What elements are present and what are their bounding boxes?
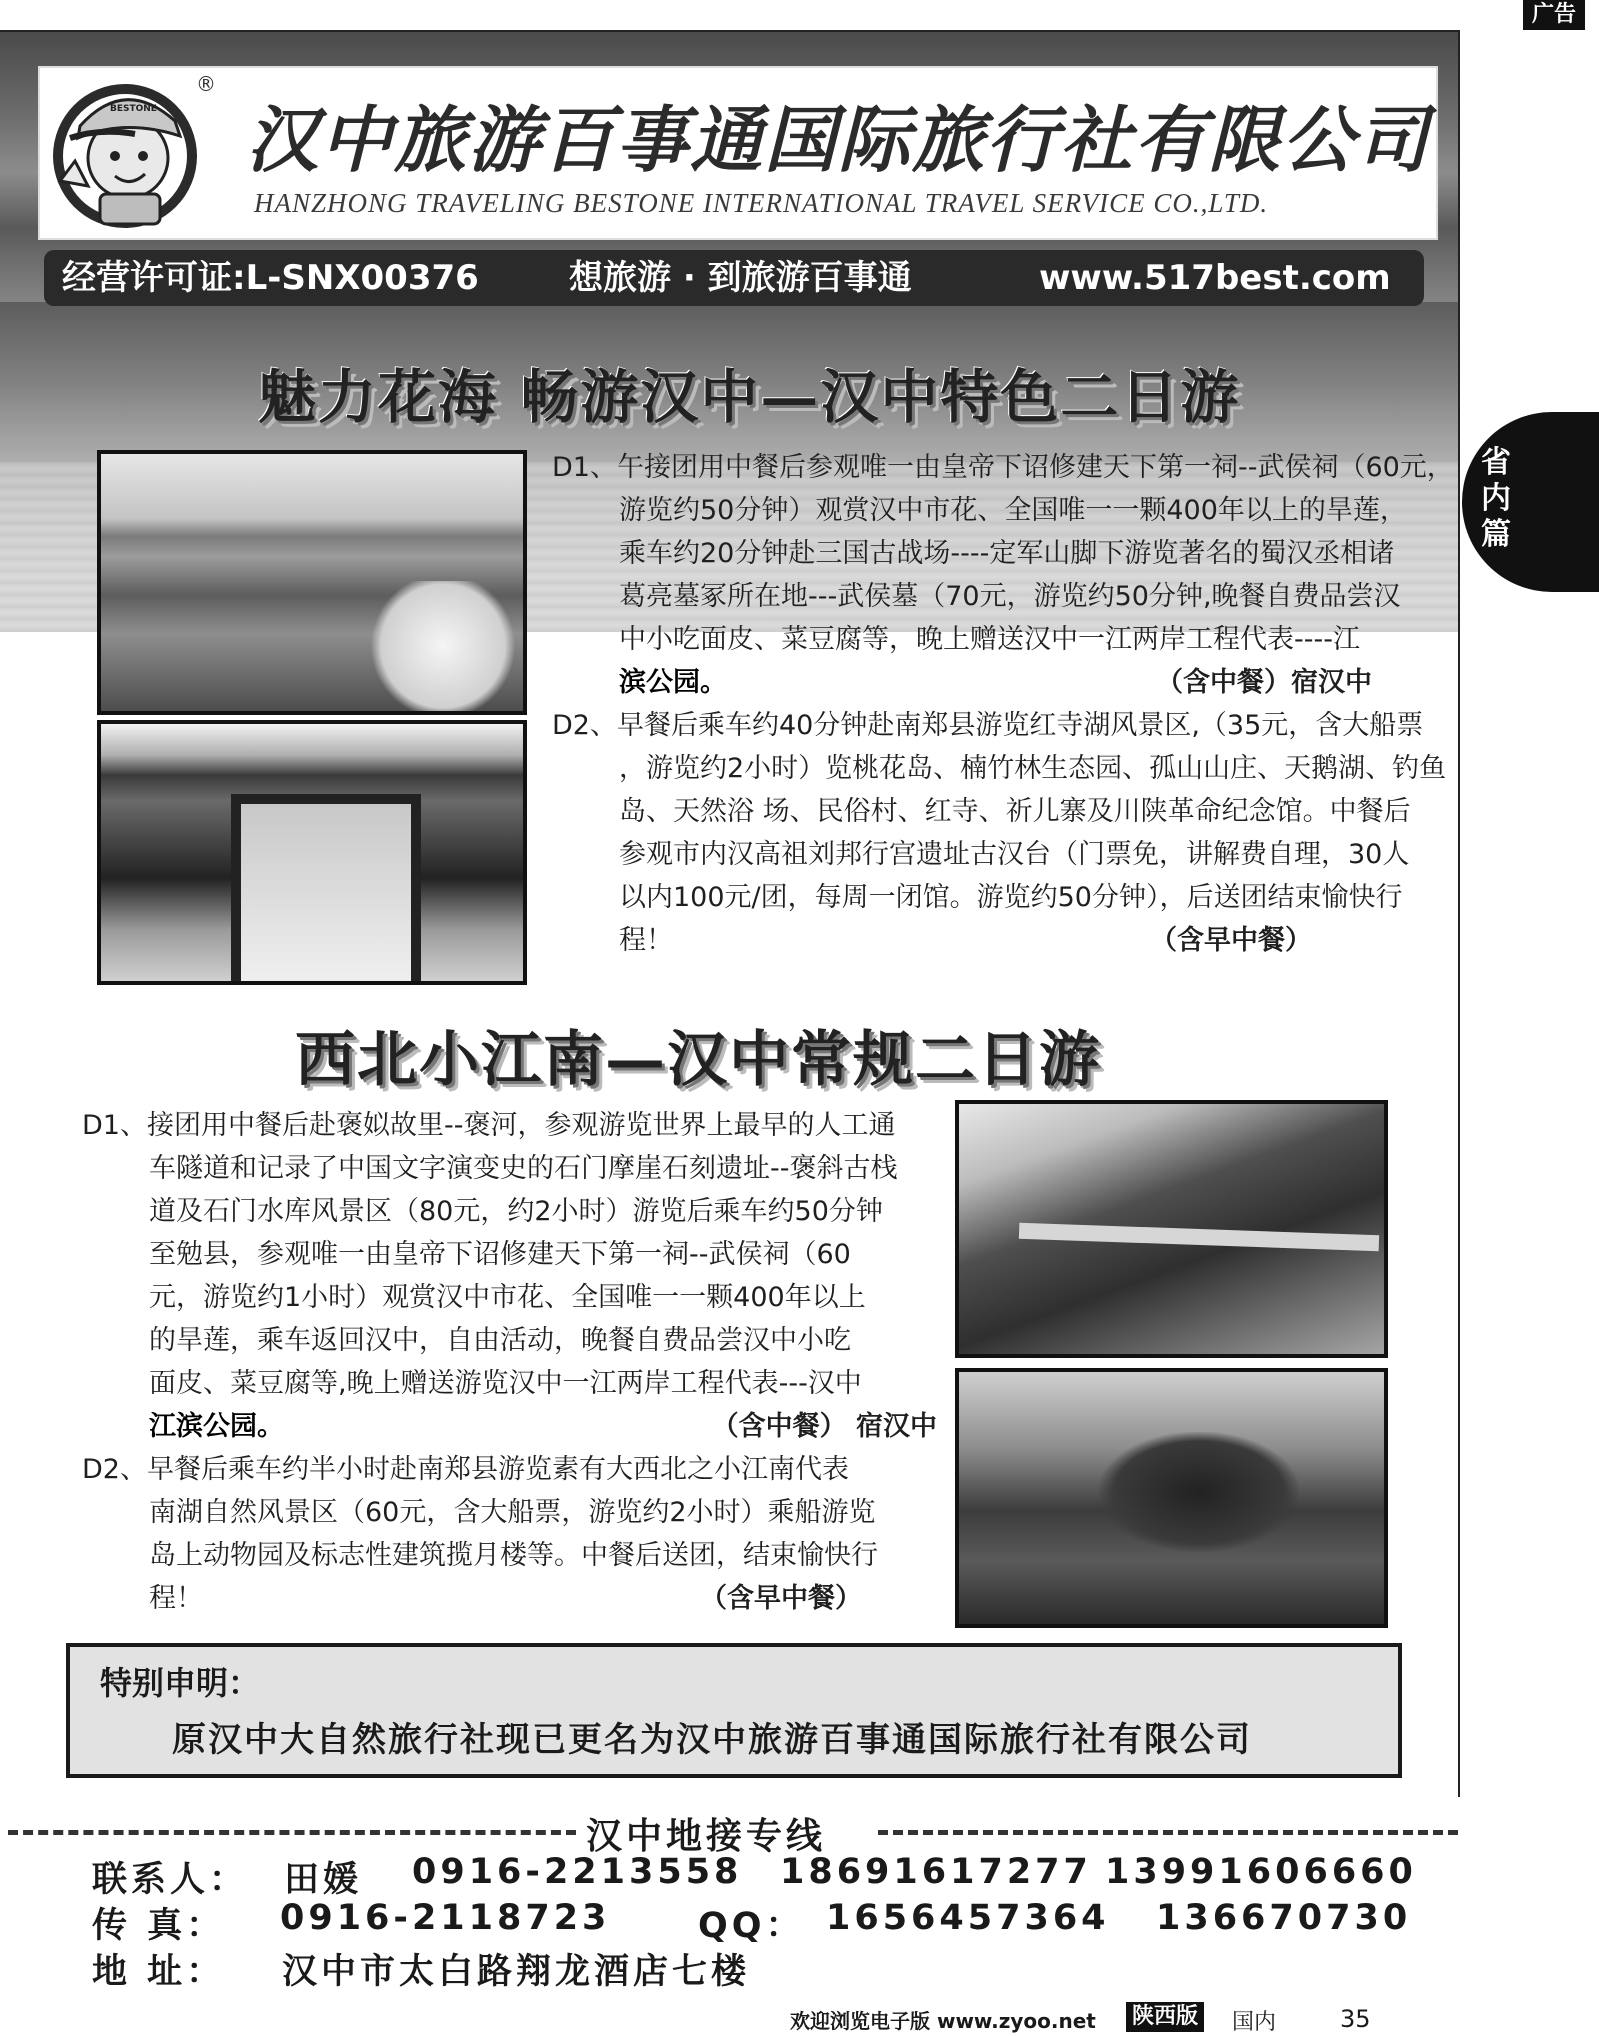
tour1-d2-meals: （含早中餐） (1150, 925, 1312, 956)
tour1-itinerary (552, 446, 1454, 962)
tour1-line: 参观市内汉高祖刘邦行宫遗址古汉台（门票免，讲解费自理，30人 (619, 839, 1410, 870)
ad-tag: 广告 (1523, 0, 1585, 30)
tour2-d1-meals: （含中餐） 宿汉中 (711, 1411, 937, 1442)
mascot-cap-text: BESTONE (110, 104, 157, 114)
tour1-line: 程！ (619, 925, 673, 956)
footer-section: 国内 (1232, 2010, 1277, 2035)
notice-text: 原汉中大自然旅行社现已更名为汉中旅游百事通国际旅行社有限公司 (172, 1720, 1252, 1760)
qq-number-1[interactable]: 1656457364 (826, 1898, 1110, 1938)
tour1-line: 滨公园。 (619, 667, 727, 698)
photo-wuhou-temple-gate (97, 720, 527, 985)
photo-cliff-plank-road (955, 1100, 1388, 1358)
contact-name: 田媛 (284, 1860, 363, 1900)
address-label: 地 址： (92, 1952, 226, 1992)
tour2-line: 程！ (149, 1583, 203, 1614)
registered-mark: ® (196, 72, 216, 96)
tour1-line: 中小吃面皮、菜豆腐等，晚上赠送汉中一江两岸工程代表----江 (619, 624, 1360, 655)
contact-label: 联系人： (92, 1860, 249, 1900)
notice-title: 特别申明： (100, 1664, 261, 1702)
divider-right (878, 1830, 1458, 1835)
mascot-logo-icon (40, 66, 210, 236)
tour1-line: D2、早餐后乘车约40分钟赴南郑县游览红寺湖风景区,（35元，含大船票 (552, 710, 1424, 741)
footer-website-text[interactable]: 欢迎浏览电子版 www.zyoo.net (790, 2009, 1096, 2033)
slogan: 想旅游 · 到旅游百事通 (569, 258, 912, 298)
website-link[interactable]: www.517best.com (1039, 258, 1391, 298)
company-name-cn: 汉中旅游百事通国际旅行社有限公司 (246, 97, 1431, 182)
tour2-line: 车隧道和记录了中国文字演变史的石门摩崖石刻遗址--褒斜古栈 (149, 1153, 898, 1184)
company-name-en: HANZHONG TRAVELING BESTONE INTERNATIONAL TRAVEL SERVICE CO.,LTD. (254, 188, 1269, 218)
tour2-line: 的旱莲，乘车返回汉中，自由活动，晚餐自费品尝汉中小吃 (149, 1325, 851, 1356)
tour1-d1-meals: （含中餐）宿汉中 (1156, 667, 1372, 698)
tour1-line: D1、午接团用中餐后参观唯一由皇帝下诏修建天下第一祠--武侯祠（60元， (552, 452, 1454, 483)
tour2-d2-meals: （含早中餐） (700, 1583, 862, 1614)
fax-number[interactable]: 0916-2118723 (280, 1898, 611, 1938)
license-number: 经营许可证:L-SNX00376 (62, 258, 479, 298)
tour2-line: D1、接团用中餐后赴褒姒故里--褒河，参观游览世界上最早的人工通 (82, 1110, 896, 1141)
tour2-line: 江滨公园。 (149, 1411, 284, 1442)
tour2-line: 至勉县，参观唯一由皇帝下诏修建天下第一祠--武侯祠（60 (149, 1239, 851, 1270)
tour1-line: 以内100元/团，每周一闭馆。游览约50分钟），后送团结束愉快行 (619, 882, 1403, 913)
tour2-line: 道及石门水库风景区（80元，约2小时）游览后乘车约50分钟 (149, 1196, 883, 1227)
address-text: 汉中市太白路翔龙酒店七楼 (282, 1952, 751, 1992)
tour1-line: 乘车约20分钟赴三国古战场----定军山脚下游览著名的蜀汉丞相诸 (619, 538, 1395, 569)
tour1-line: ，游览约2小时）览桃花岛、楠竹林生态园、孤山山庄、天鹅湖、钓鱼 (619, 753, 1447, 784)
photo-rapeseed-field (97, 450, 527, 715)
license-bar (44, 250, 1424, 306)
tour2-title: 西北小江南—汉中常规二日游 (295, 1025, 1101, 1095)
page-number: 35 (1340, 2005, 1371, 2033)
side-tab-label: 省内篇 (1481, 445, 1511, 552)
footer-edition-badge: 陕西版 (1126, 2002, 1204, 2032)
divider-left (8, 1830, 576, 1835)
tour2-itinerary (82, 1104, 942, 1620)
contact-section-title: 汉中地接专线 (586, 1816, 827, 1857)
tour2-line: 元，游览约1小时）观赏汉中市花、全国唯一一颗400年以上 (149, 1282, 866, 1313)
tour2-line: 南湖自然风景区（60元，含大船票，游览约2小时）乘船游览 (149, 1497, 876, 1528)
tour1-line: 游览约50分钟）观赏汉中市花、全国唯一一颗400年以上的旱莲， (619, 495, 1407, 526)
fax-label: 传 真： (92, 1906, 226, 1946)
tour1-line: 葛亮墓冢所在地---武侯墓（70元，游览约50分钟,晚餐自费品尝汉 (619, 581, 1401, 612)
qq-label: QQ： (698, 1906, 805, 1946)
tour1-line: 岛、天然浴 场、民俗村、红寺、祈儿寨及川陕革命纪念馆。中餐后 (619, 796, 1411, 827)
tour2-line: 岛上动物园及标志性建筑揽月楼等。中餐后送团，结束愉快行 (149, 1540, 878, 1571)
photo-nanhu-lake (955, 1368, 1388, 1628)
contact-phone-1[interactable]: 0916-2213558 (412, 1852, 743, 1892)
qq-number-2[interactable]: 136670730 (1156, 1898, 1412, 1938)
tour2-line: D2、早餐后乘车约半小时赴南郑县游览素有大西北之小江南代表 (82, 1454, 849, 1485)
contact-phone-2[interactable]: 18691617277 (780, 1852, 1092, 1892)
contact-phone-3[interactable]: 13991606660 (1105, 1852, 1417, 1892)
tour1-title: 魅力花海 畅游汉中—汉中特色二日游 (258, 363, 1241, 431)
tour2-line: 面皮、菜豆腐等,晚上赠送游览汉中一江两岸工程代表---汉中 (149, 1368, 862, 1399)
